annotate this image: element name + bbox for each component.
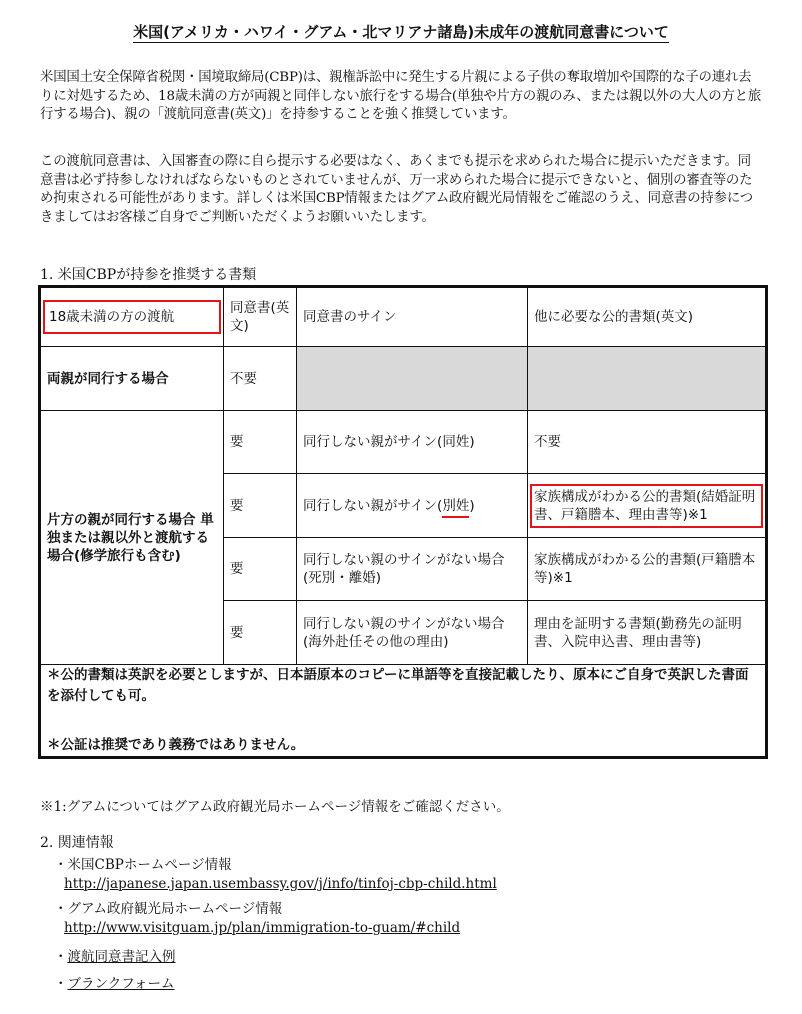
header-signature: 同意書のサイン [297, 287, 528, 347]
different-surname-highlight: 別姓 [442, 498, 469, 518]
signature-cell: 同行しない親のサインがない場合(海外赴任その他の理由) [297, 601, 528, 665]
signature-cell: 同行しない親がサイン(同姓) [297, 411, 528, 474]
sample-form-item [54, 948, 176, 967]
note-translation: ＊公的書類は英訳を必要としますが、日本語原本のコピーに単語等を直接記載したり、原本にご自身で英訳した書面を添付しても可。 [47, 667, 749, 704]
related-cbp [54, 856, 497, 894]
consent-cell: 要 [224, 474, 297, 538]
blank-form-item [54, 975, 175, 994]
gray-cell [528, 347, 767, 411]
signature-cell [297, 474, 528, 538]
documents-table [38, 285, 768, 759]
page-title: 米国(アメリカ・ハワイ・グアム・北マリアナ諸島)未成年の渡航同意書について [133, 23, 669, 41]
related-guam-label: ・グアム政府観光局ホームページ情報 [54, 901, 283, 917]
note-notary: ＊公証は推奨であり義務ではありません。 [47, 737, 305, 753]
signature-prefix: 同行しない親がサイン( [303, 497, 443, 514]
consent-cell: 要 [224, 538, 297, 601]
notes-cell [40, 665, 767, 758]
signature-cell: 同行しない親のサインがない場合(死別・離婚) [297, 538, 528, 601]
consent-cell: 要 [224, 601, 297, 665]
table-header-row [40, 287, 767, 347]
gray-cell [297, 347, 528, 411]
case-both-parents: 両親が同行する場合 [40, 347, 224, 411]
consent-cell: 不要 [224, 347, 297, 411]
docs-cell: 家族構成がわかる公的書類(戸籍謄本等)※1 [528, 538, 767, 601]
docs-cell: 理由を証明する書類(勤務先の証明書、入院申込書、理由書等) [528, 601, 767, 665]
intro-paragraph-2: この渡航同意書は、入国審査の際に自ら提示する必要はなく、あくまでも提示を求められた場合に提示いただきます。同意書は必ず持参しなければならないものとされていませんが、万一求められた場合に提示できないと、個別の審査等のため拘束される可能性があります。詳しくは米国CBP情報またはグアム政府観光局情報をご確認のうえ、同意書の持参につきましてはお客様ご自身でご判断いただくようお願いいたします。 [40, 154, 753, 225]
signature-suffix: ) [469, 497, 475, 514]
table-row [40, 411, 767, 474]
bullet: ・ [54, 976, 68, 992]
header-other-docs: 他に必要な公的書類(英文) [528, 287, 767, 347]
footnote: ※1:グアムについてはグアム政府観光局ホームページ情報をご確認ください。 [40, 799, 510, 815]
section-1-heading: 1. 米国CBPが持参を推奨する書類 [40, 267, 257, 283]
section-2-heading: 2. 関連情報 [40, 835, 114, 851]
related-cbp-link[interactable]: http://japanese.japan.usembassy.gov/j/info/tinfoj-cbp-child.html [64, 876, 497, 892]
docs-cell [528, 474, 767, 538]
sample-form-link[interactable]: 渡航同意書記入例 [67, 949, 176, 965]
related-cbp-label: ・米国CBPホームページ情報 [54, 857, 232, 873]
header-travel-case [40, 287, 224, 347]
bullet: ・ [54, 949, 68, 965]
related-guam-link[interactable]: http://www.visitguam.jp/plan/immigration-to-guam/#child [64, 920, 461, 936]
table-row [40, 347, 767, 411]
docs-highlight: 家族構成がわかる公的書類(結婚証明書、戸籍謄本、理由書等)※1 [530, 484, 763, 528]
header-travel-case-label: 18歳未満の方の渡航 [43, 300, 221, 334]
blank-form-link[interactable]: ブランクフォーム [67, 976, 175, 992]
related-guam [54, 900, 460, 938]
consent-cell: 要 [224, 411, 297, 474]
docs-cell: 不要 [528, 411, 767, 474]
header-consent: 同意書(英文) [224, 287, 297, 347]
notes-row [40, 665, 767, 758]
intro-paragraph-1: 米国国土安全保障省税関・国境取締局(CBP)は、親権訴訟中に発生する片親による子供の奪取増加や国際的な子の連れ去りに対処するため、18歳未満の方が両親と同伴しない旅行をする場合(単独や片方の親のみ、または親以外の大人の方と旅行する場合)、親の「渡航同意書(英文)」を持参することを強く推奨しています。 [40, 70, 762, 123]
case-single-parent: 片方の親が同行する場合 単独または親以外と渡航する場合(修学旅行も含む) [40, 411, 224, 665]
